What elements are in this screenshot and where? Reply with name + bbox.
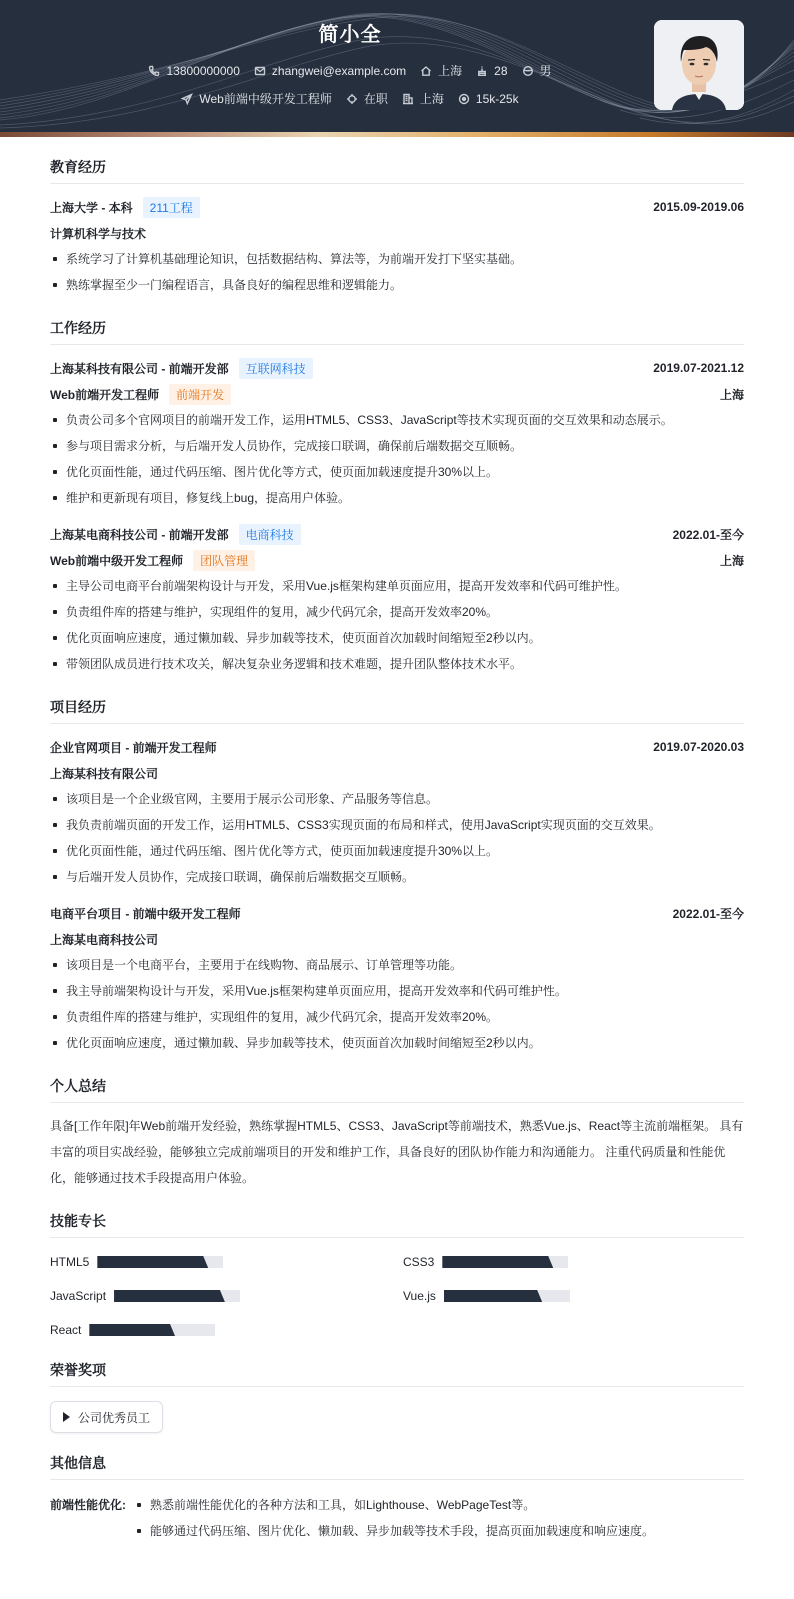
job-title: Web前端中级开发工程师	[50, 553, 184, 568]
resume-body	[0, 157, 794, 1564]
list-item: 该项目是一个企业级官网，主要用于展示公司形象、产品服务等信息。	[50, 786, 744, 812]
employment-status-info	[346, 90, 388, 107]
home-icon	[420, 65, 432, 77]
section-title: 个人总结	[50, 1076, 744, 1103]
school-name: 上海大学 - 本科	[50, 200, 133, 215]
education-section	[50, 157, 744, 298]
summary-text: 具备[工作年限]年Web前端开发经验，熟练掌握HTML5、CSS3、JavaScript等前端技术，熟悉Vue.js、React等主流前端框架。 具有丰富的项目实战经验，能够独立完成前端项目的开发和维护工作，具备良好的团队协作能力和沟通能力。 注重代码质量和性能优化，能够通过技术手段提高用户体验。	[50, 1119, 744, 1185]
expected-salary: 15k-25k	[475, 91, 519, 106]
skills-grid	[50, 1248, 744, 1340]
mail-icon	[254, 65, 266, 77]
list-item: 参与项目需求分析，与后端开发人员协作，完成接口联调，确保前后端数据交互顺畅。	[50, 433, 744, 459]
skill-name: CSS3	[403, 1255, 435, 1269]
section-title: 项目经历	[50, 697, 744, 724]
education-entry	[50, 194, 744, 298]
target-position-info	[181, 90, 331, 107]
work-entry	[50, 355, 744, 511]
skill-item	[50, 1320, 403, 1340]
building-icon	[402, 93, 414, 105]
company-name: 上海某电商科技公司 - 前端开发部	[50, 527, 229, 542]
list-item: 优化页面性能，通过代码压缩、图片优化等方式，使页面加载速度提升30%以上。	[50, 459, 744, 485]
skill-bar	[97, 1256, 223, 1268]
work-date: 2019.07-2021.12	[653, 361, 744, 375]
skill-bar-fill	[444, 1290, 542, 1302]
skill-item	[403, 1286, 744, 1306]
project-company: 上海某科技有限公司	[50, 766, 159, 781]
portrait-image	[654, 20, 744, 110]
industry-tag: 电商科技	[239, 524, 301, 545]
send-icon	[181, 93, 193, 105]
work-section	[50, 318, 744, 677]
age-value: 28	[494, 63, 508, 78]
work-location: 上海	[719, 553, 744, 568]
list-item: 负责组件库的搭建与维护，实现组件的复用，减少代码冗余，提高开发效率20%。	[50, 1004, 744, 1030]
school-tag: 211工程	[143, 197, 200, 218]
major-name: 计算机科学与技术	[50, 226, 147, 241]
gender-value: 男	[539, 64, 552, 78]
section-title: 技能专长	[50, 1211, 744, 1238]
resume-header	[0, 0, 794, 137]
projects-section	[50, 697, 744, 1056]
status-icon	[346, 93, 358, 105]
project-entry	[50, 734, 744, 890]
project-entry	[50, 900, 744, 1056]
project-date: 2022.01-至今	[672, 906, 744, 921]
residence-city: 上海	[438, 64, 463, 78]
skill-item	[50, 1252, 403, 1272]
list-item: 系统学习了计算机基础理论知识，包括数据结构、算法等，为前端开发打下坚实基础。	[50, 246, 744, 272]
list-item: 主导公司电商平台前端架构设计与开发，采用Vue.js框架构建单页面应用，提高开发效率和代码可维护性。	[50, 573, 744, 599]
skill-name: React	[50, 1323, 82, 1337]
list-item: 优化页面响应速度，通过懒加载、异步加载等技术，使页面首次加载时间缩短至2秒以内。	[50, 1030, 744, 1056]
role-tag: 前端开发	[169, 384, 231, 405]
email-info	[254, 64, 406, 78]
contact-row	[0, 62, 700, 79]
skill-bar-fill	[114, 1290, 225, 1302]
list-item: 优化页面性能，通过代码压缩、图片优化等方式，使页面加载速度提升30%以上。	[50, 838, 744, 864]
list-item: 负责组件库的搭建与维护，实现组件的复用，减少代码冗余，提高开发效率20%。	[50, 599, 744, 625]
list-item: 我负责前端页面的开发工作，运用HTML5、CSS3实现页面的布局和样式，使用JavaScript实现页面的交互效果。	[50, 812, 744, 838]
industry-tag: 互联网科技	[239, 358, 313, 379]
list-item: 负责公司多个官网项目的前端开发工作，运用HTML5、CSS3、JavaScript等技术实现页面的交互效果和动态展示。	[50, 407, 744, 433]
job-intent-row	[0, 90, 700, 107]
list-item: 熟练掌握至少一门编程语言，具备良好的编程思维和逻辑能力。	[50, 272, 744, 298]
skill-name: Vue.js	[403, 1289, 436, 1303]
list-item: 与后端开发人员协作，完成接口联调，确保前后端数据交互顺畅。	[50, 864, 744, 890]
phone-info	[148, 64, 239, 78]
gender-icon	[522, 65, 534, 77]
phone-number: 13800000000	[166, 63, 240, 78]
skill-bar	[444, 1290, 570, 1302]
list-item: 维护和更新现有项目，修复线上bug，提高用户体验。	[50, 485, 744, 511]
phone-icon	[148, 65, 160, 77]
section-title: 工作经历	[50, 318, 744, 345]
other-info-section	[50, 1453, 744, 1564]
awards-section	[50, 1360, 744, 1433]
salary-info	[458, 92, 519, 106]
cake-icon	[476, 65, 488, 77]
skill-item	[403, 1252, 744, 1272]
role-tag: 团队管理	[193, 550, 255, 571]
skill-item	[50, 1286, 403, 1306]
skill-bar	[442, 1256, 568, 1268]
company-name: 上海某科技有限公司 - 前端开发部	[50, 361, 229, 376]
project-date: 2019.07-2020.03	[653, 740, 744, 754]
summary-section	[50, 1076, 744, 1191]
list-item: 我主导前端架构设计与开发，采用Vue.js框架构建单页面应用，提高开发效率和代码可维护性。	[50, 978, 744, 1004]
expand-triangle-icon	[63, 1412, 70, 1422]
target-city: 上海	[419, 92, 444, 106]
age-info	[476, 64, 507, 78]
section-title: 其他信息	[50, 1453, 744, 1480]
employment-status: 在职	[363, 92, 388, 106]
skill-bar	[114, 1290, 240, 1302]
target-position: Web前端中级开发工程师	[199, 92, 332, 106]
skill-bar-fill	[97, 1256, 208, 1268]
target-city-info	[402, 90, 444, 107]
list-item: 该项目是一个电商平台，主要用于在线购物、商品展示、订单管理等功能。	[50, 952, 744, 978]
work-location: 上海	[719, 387, 744, 402]
work-entry	[50, 521, 744, 677]
skill-name: JavaScript	[50, 1289, 107, 1303]
work-date: 2022.01-至今	[672, 527, 744, 542]
section-title: 教育经历	[50, 157, 744, 184]
other-info-label: 前端性能优化:	[50, 1498, 126, 1512]
list-item: 能够通过代码压缩、图片优化、懒加载、异步加载等技术手段，提高页面加载速度和响应速度。	[134, 1518, 654, 1544]
residence-info	[420, 62, 462, 79]
project-name: 企业官网项目 - 前端开发工程师	[50, 740, 217, 755]
project-name: 电商平台项目 - 前端中级开发工程师	[50, 906, 241, 921]
other-info-group	[50, 1490, 744, 1544]
award-name: 公司优秀员工	[78, 1410, 151, 1425]
project-company: 上海某电商科技公司	[50, 932, 159, 947]
list-item: 优化页面响应速度，通过懒加载、异步加载等技术，使页面首次加载时间缩短至2秒以内。	[50, 625, 744, 651]
skill-name: HTML5	[50, 1255, 90, 1269]
list-item: 带领团队成员进行技术攻关，解决复杂业务逻辑和技术难题，提升团队整体技术水平。	[50, 651, 744, 677]
header-accent-bar	[0, 132, 794, 137]
skill-bar-fill	[442, 1256, 553, 1268]
education-date: 2015.09-2019.06	[653, 200, 744, 214]
avatar	[654, 20, 744, 110]
job-title: Web前端开发工程师	[50, 387, 160, 402]
section-title: 荣誉奖项	[50, 1360, 744, 1387]
skills-section	[50, 1211, 744, 1340]
list-item: 熟悉前端性能优化的各种方法和工具，如Lighthouse、WebPageTest等。	[134, 1492, 654, 1518]
gender-info	[522, 62, 552, 79]
salary-icon	[458, 93, 470, 105]
skill-bar	[89, 1324, 215, 1336]
skill-bar-fill	[89, 1324, 175, 1336]
email-address: zhangwei@example.com	[271, 63, 407, 78]
candidate-name: 简小全	[318, 24, 382, 46]
award-item[interactable]	[50, 1401, 163, 1433]
